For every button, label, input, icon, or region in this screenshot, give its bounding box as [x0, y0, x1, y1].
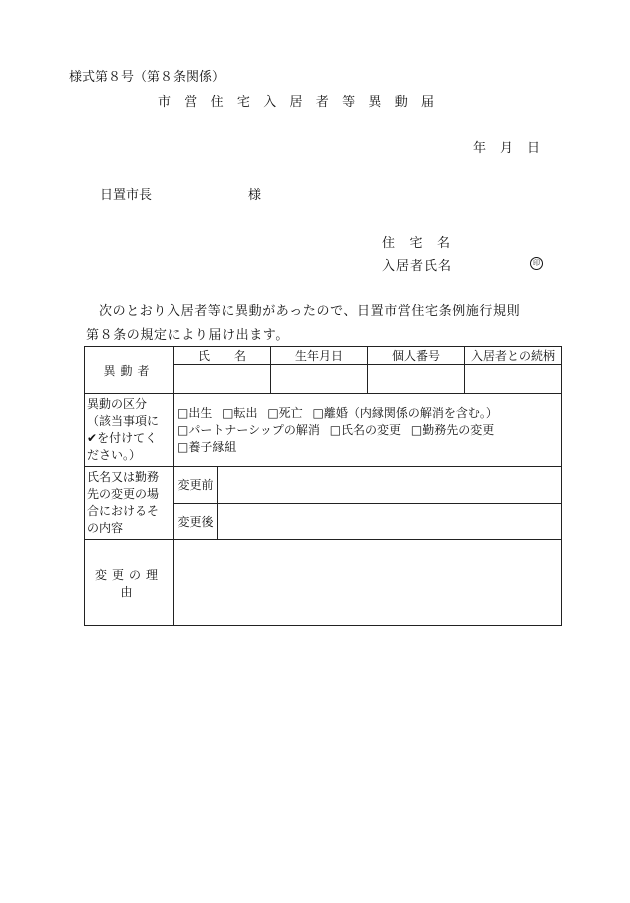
changer-birthdate-field[interactable]	[271, 365, 368, 394]
date-line: 年月日	[473, 141, 555, 156]
name-change-label-line-3: 合におけるそ	[87, 504, 160, 518]
name-change-label-line-2: 先の変更の場	[87, 487, 160, 501]
form-number: 様式第８号（第８条関係）	[69, 70, 226, 85]
changer-personal-number-field[interactable]	[368, 365, 465, 394]
before-label: 変更前	[174, 467, 218, 504]
before-field[interactable]	[218, 467, 562, 504]
changer-relation-field[interactable]	[465, 365, 562, 394]
category-label-line-1: 異動の区分	[87, 397, 148, 411]
seal-mark: 印	[530, 257, 543, 270]
option-birth-checkbox[interactable]: □出生	[177, 405, 213, 420]
category-options	[174, 394, 562, 467]
category-label-line-3-text: を付けてく	[97, 431, 158, 445]
notice-line-2: 第８条の規定により届け出ます。	[86, 328, 289, 343]
after-field[interactable]	[218, 503, 562, 540]
option-death-checkbox[interactable]: □死亡	[267, 405, 303, 420]
option-move-out-checkbox[interactable]: □転出	[222, 405, 258, 420]
reason-field[interactable]	[174, 540, 562, 626]
option-name-change-checkbox[interactable]: □氏名の変更	[329, 422, 402, 437]
category-label-line-4: ださい。）	[87, 448, 142, 462]
option-workplace-change-checkbox[interactable]: □勤務先の変更	[410, 422, 495, 437]
reason-label: 変更の理由	[85, 540, 174, 626]
col-birthdate-header: 生年月日	[271, 347, 368, 365]
option-partnership-checkbox[interactable]: □パートナーシップの解消	[177, 422, 320, 437]
changer-label: 異動者	[85, 347, 174, 394]
housing-name-label: 住宅名	[382, 236, 465, 251]
check-mark-icon: ✔	[87, 431, 98, 445]
changer-name-field[interactable]	[174, 365, 271, 394]
col-relation-header: 入居者との続柄	[465, 347, 562, 365]
name-change-content-label	[85, 467, 174, 540]
name-change-label-line-4: の内容	[87, 521, 124, 535]
category-label	[85, 394, 174, 467]
after-label: 変更後	[174, 503, 218, 540]
option-adoption-checkbox[interactable]: □養子縁組	[177, 439, 237, 454]
category-label-line-2: （該当事項に	[87, 414, 160, 428]
option-divorce-checkbox[interactable]: □離婚（内縁関係の解消を含む。）	[312, 405, 498, 420]
notice-line-1: 次のとおり入居者等に異動があったので、日置市営住宅条例施行規則	[99, 304, 521, 319]
resident-name-label: 入居者氏名	[382, 259, 453, 274]
category-label-line-3	[87, 430, 171, 447]
addressee: 日置市長	[100, 188, 153, 203]
honorific: 様	[248, 188, 262, 203]
col-personal-number-header: 個人番号	[368, 347, 465, 365]
change-form-table	[84, 346, 562, 626]
col-name-header: 氏 名	[174, 347, 271, 365]
notice-text	[86, 300, 566, 348]
form-title: 市営住宅入居者等異動届	[158, 95, 448, 110]
name-change-label-line-1: 氏名又は勤務	[87, 470, 160, 484]
